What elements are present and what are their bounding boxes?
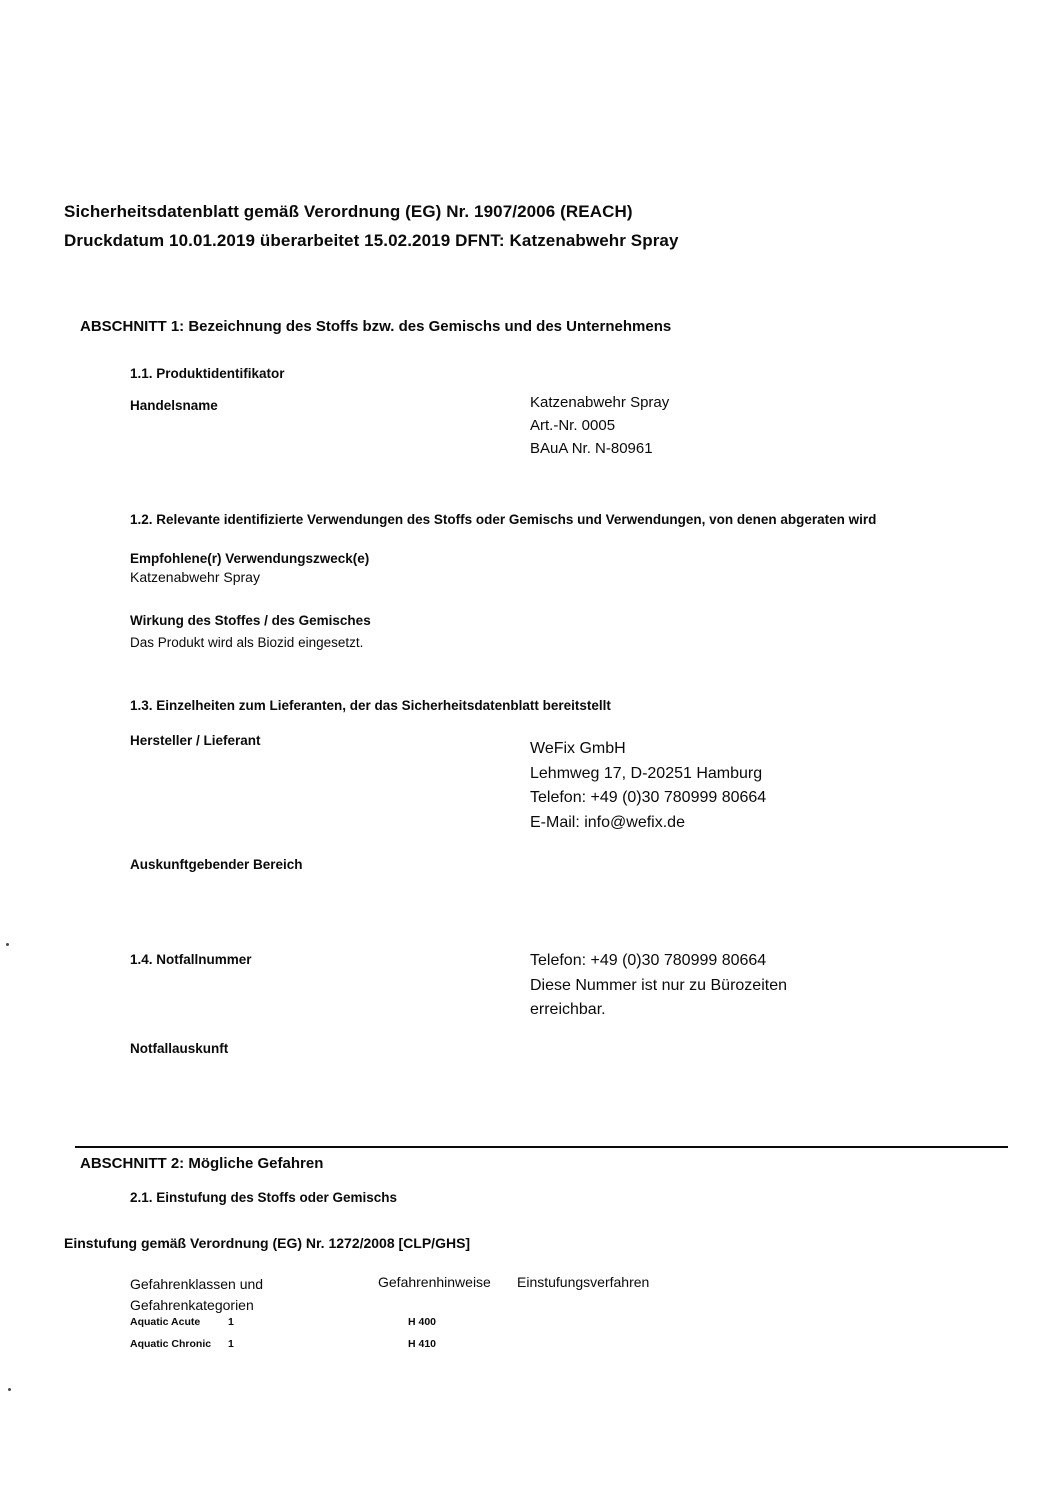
table-header-hazard-classes: Gefahrenklassen und Gefahrenkategorien: [130, 1276, 264, 1313]
table-row: [0, 1316, 1058, 1332]
clp-classification-heading: Einstufung gemäß Verordnung (EG) Nr. 1272/2008 [CLP/GHS]: [64, 1235, 471, 1251]
recommended-use-value: Katzenabwehr Spray: [130, 569, 260, 585]
hazard-statement: H 410: [408, 1338, 437, 1350]
table-header-hazard-statements: Gefahrenhinweise: [378, 1274, 491, 1290]
manufacturer-street: Lehmweg 17, D-20251 Hamburg: [530, 764, 763, 782]
header-regulation-line: Sicherheitsdatenblatt gemäß Verordnung (EG) Nr. 1907/2006 (REACH): [64, 202, 633, 221]
scan-artifact-dot: [8, 1388, 11, 1391]
header-printdate-line: Druckdatum 10.01.2019 überarbeitet 15.02.2019 DFNT: Katzenabwehr Spray: [64, 231, 679, 250]
baua-number: BAuA Nr. N-80961: [530, 440, 653, 457]
hazard-category: 1: [228, 1316, 234, 1328]
emergency-information-label: Notfallauskunft: [130, 1041, 229, 1056]
hazard-category: 1: [228, 1338, 234, 1350]
article-number: Art.-Nr. 0005: [530, 417, 616, 434]
table-header-classification-procedure: Einstufungsverfahren: [517, 1274, 650, 1290]
manufacturer-email: E-Mail: info@wefix.de: [530, 813, 685, 831]
recommended-use-label: Empfohlene(r) Verwendungszweck(e): [130, 551, 370, 566]
section-1-title: ABSCHNITT 1: Bezeichnung des Stoffs bzw. des Gemischs und des Unternehmens: [80, 318, 672, 335]
section-2-title: ABSCHNITT 2: Mögliche Gefahren: [80, 1155, 324, 1172]
emergency-availability: Diese Nummer ist nur zu Bürozeiten erreichbar.: [530, 976, 787, 1018]
subsection-1-4-title: 1.4. Notfallnummer: [130, 952, 252, 967]
scan-artifact-dot: [6, 943, 9, 946]
subsection-1-2-title: 1.2. Relevante identifizierte Verwendungen des Stoffs oder Gemischs und Verwendungen, von denen abgeraten wird: [130, 512, 877, 527]
manufacturer-phone: Telefon: +49 (0)30 780999 80664: [530, 789, 767, 806]
hazard-class: Aquatic Acute: [130, 1316, 201, 1328]
effect-label: Wirkung des Stoffes / des Gemisches: [130, 613, 371, 628]
table-row: [0, 1338, 1058, 1354]
emergency-number-block: [530, 949, 835, 1023]
document-header: [64, 197, 679, 255]
product-identifier-block: [530, 391, 669, 460]
manufacturer-address-block: [530, 737, 766, 835]
handelsname-label: Handelsname: [130, 398, 218, 413]
subsection-1-1-title: 1.1. Produktidentifikator: [130, 366, 285, 381]
hazard-class: Aquatic Chronic: [130, 1338, 212, 1350]
hazard-statement: H 400: [408, 1316, 437, 1328]
subsection-1-3-title: 1.3. Einzelheiten zum Lieferanten, der das Sicherheitsdatenblatt bereitstellt: [130, 698, 611, 713]
information-department-label: Auskunftgebender Bereich: [130, 857, 303, 872]
subsection-2-1-title: 2.1. Einstufung des Stoffs oder Gemischs: [130, 1190, 398, 1205]
manufacturer-label: Hersteller / Lieferant: [130, 733, 261, 748]
effect-value: Das Produkt wird als Biozid eingesetzt.: [130, 635, 364, 650]
section-divider-line: [75, 1146, 1008, 1148]
emergency-phone: Telefon: +49 (0)30 780999 80664: [530, 952, 767, 969]
product-name: Katzenabwehr Spray: [530, 394, 670, 411]
manufacturer-name: WeFix GmbH: [530, 740, 626, 757]
